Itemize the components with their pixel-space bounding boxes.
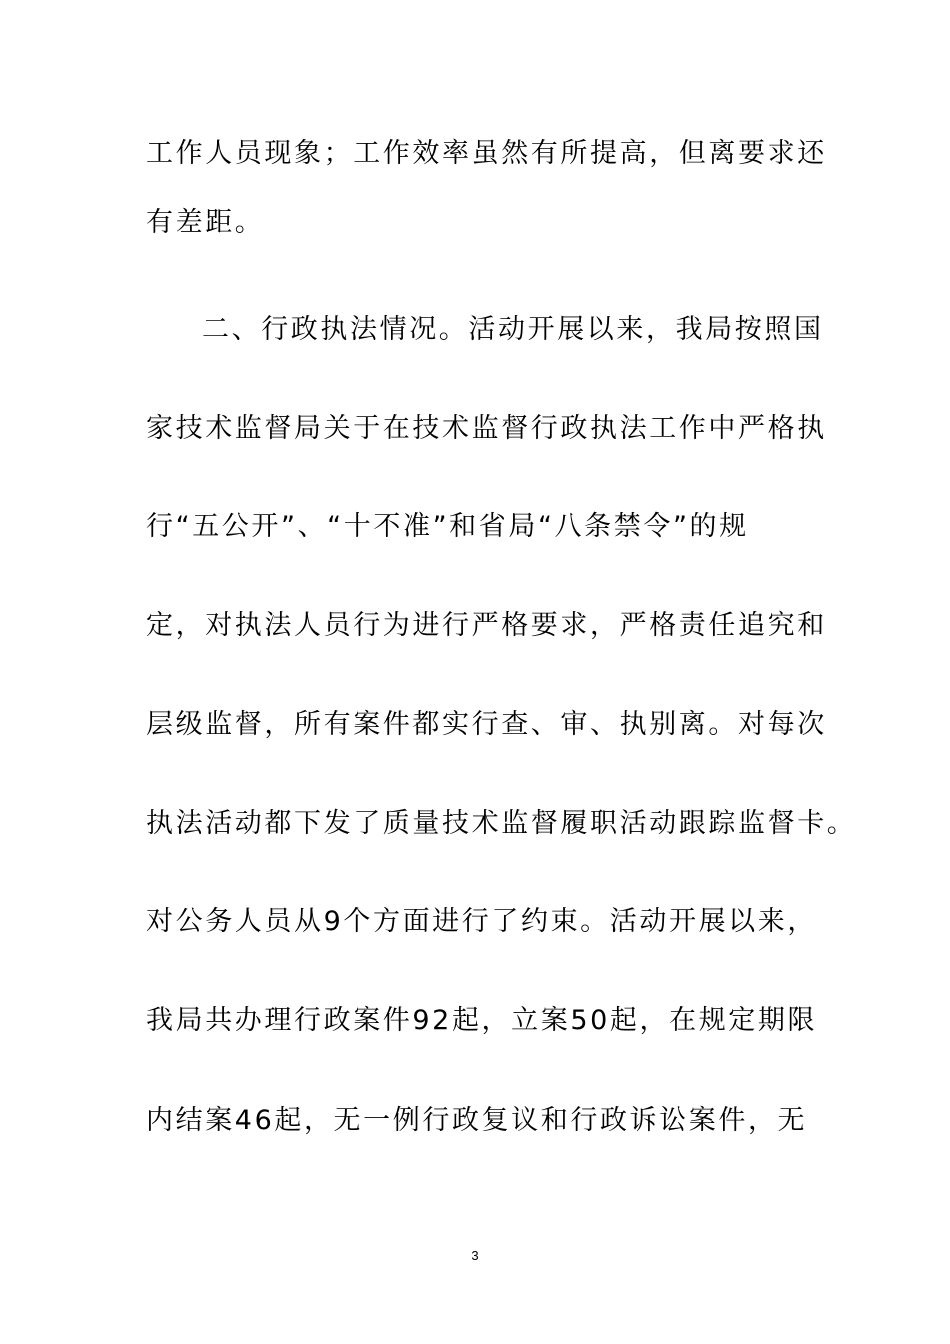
text-line: 执法活动都下发了质量技术监督履职活动跟踪监督卡。 xyxy=(146,808,857,839)
text-line: 家技术监督局关于在技术监督行政执法工作中严格执 xyxy=(146,413,827,444)
text-line: 我局共办理行政案件92起，立案50起，在规定期限 xyxy=(146,1005,818,1036)
text-line: 定，对执法人员行为进行严格要求，严格责任追究和 xyxy=(146,610,827,641)
page-number: 3 xyxy=(471,1248,479,1263)
text-line: 层级监督，所有案件都实行查、审、执别离。对每次 xyxy=(146,709,827,740)
text-line: 二、行政执法情况。活动开展以来，我局按照国 xyxy=(202,314,824,345)
text-line: 行“五公开”、“十不准”和省局“八条禁令”的规 xyxy=(146,511,749,542)
text-line: 内结案46起，无一例行政复议和行政诉讼案件，无 xyxy=(146,1105,808,1136)
text-line: 有差距。 xyxy=(146,207,265,238)
text-line: 工作人员现象；工作效率虽然有所提高，但离要求还 xyxy=(146,138,827,169)
text-line: 对公务人员从9个方面进行了约束。活动开展以来， xyxy=(146,906,817,937)
